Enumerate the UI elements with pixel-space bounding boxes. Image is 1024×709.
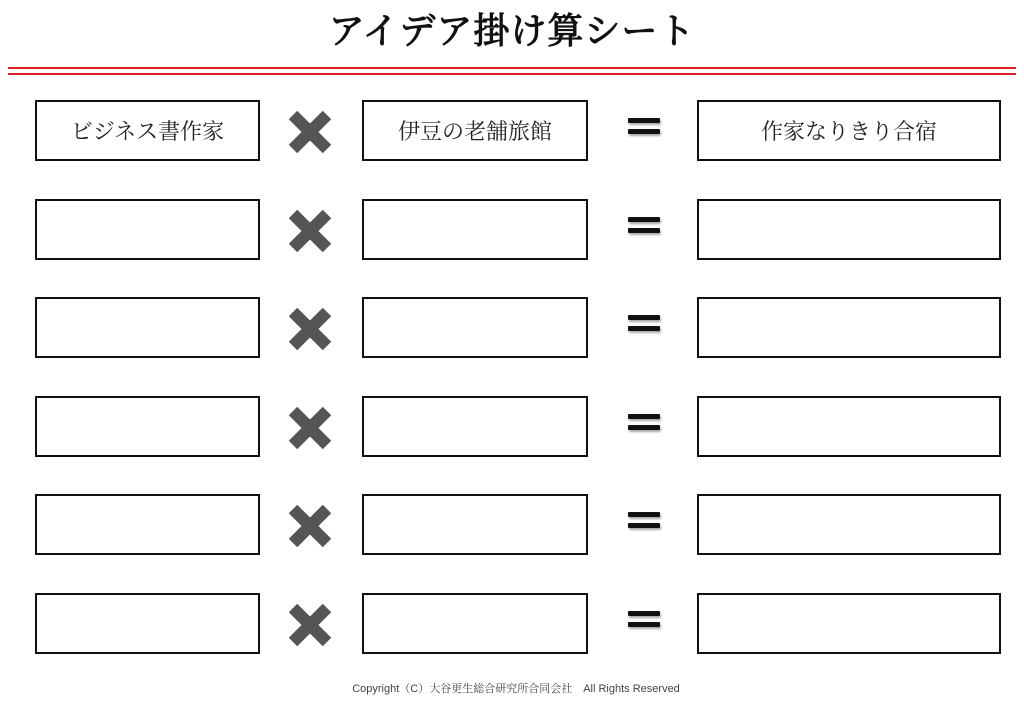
left-idea-field[interactable] — [35, 593, 260, 654]
title-rule-top — [8, 67, 1016, 69]
title-rule-bottom — [8, 73, 1016, 75]
equals-icon — [628, 611, 660, 631]
result-idea-field[interactable] — [697, 396, 1001, 457]
result-idea-field[interactable] — [697, 593, 1001, 654]
middle-idea-field[interactable] — [362, 396, 588, 457]
middle-idea-field[interactable] — [362, 199, 588, 260]
multiply-icon — [285, 206, 335, 256]
idea-row — [0, 494, 1024, 555]
multiply-icon — [285, 107, 335, 157]
equals-icon — [628, 512, 660, 532]
idea-row — [0, 396, 1024, 457]
left-idea-field[interactable] — [35, 297, 260, 358]
equals-icon — [628, 217, 660, 237]
middle-idea-field[interactable] — [362, 593, 588, 654]
equals-icon — [628, 315, 660, 335]
middle-idea-field[interactable]: 伊豆の老舗旅館 — [362, 100, 588, 161]
left-idea-field[interactable]: ビジネス書作家 — [35, 100, 260, 161]
result-idea-field[interactable]: 作家なりきり合宿 — [697, 100, 1001, 161]
idea-row — [0, 100, 1024, 161]
multiply-icon — [285, 600, 335, 650]
middle-idea-field[interactable] — [362, 297, 588, 358]
result-idea-field[interactable] — [697, 199, 1001, 260]
left-idea-field[interactable] — [35, 396, 260, 457]
multiply-icon — [285, 403, 335, 453]
idea-row — [0, 297, 1024, 358]
middle-idea-field[interactable] — [362, 494, 588, 555]
page-title: アイデア掛け算シート — [328, 11, 696, 52]
equals-icon — [628, 414, 660, 434]
idea-row — [0, 593, 1024, 654]
multiply-icon — [285, 501, 335, 551]
multiply-icon — [285, 304, 335, 354]
idea-row — [0, 199, 1024, 260]
result-idea-field[interactable] — [697, 494, 1001, 555]
left-idea-field[interactable] — [35, 199, 260, 260]
copyright-footer: Copyright（C）大谷更生総合研究所合同会社 All Rights Reserved — [352, 683, 680, 695]
equals-icon — [628, 118, 660, 138]
left-idea-field[interactable] — [35, 494, 260, 555]
result-idea-field[interactable] — [697, 297, 1001, 358]
